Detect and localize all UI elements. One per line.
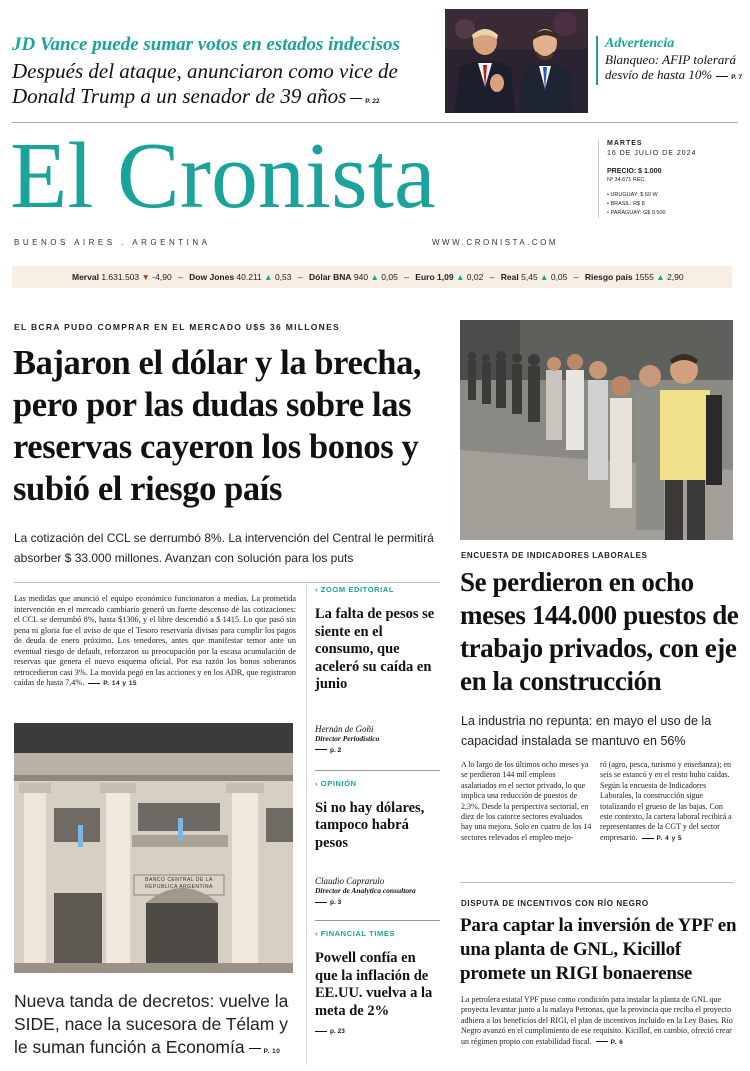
opinion-zoom-editorial[interactable] <box>315 585 440 754</box>
decretos-ref: P. 10 <box>263 1048 281 1055</box>
ypf-kicker: DISPUTA DE INCENTIVOS CON RÍO NEGRO <box>461 899 649 908</box>
ypf-ref: P. 6 <box>610 1038 624 1046</box>
ticker-euro-value: 1,09 <box>437 272 454 282</box>
lead-kicker: EL BCRA PUDO COMPRAR EN EL MERCADO U$S 36 MILLONES <box>14 322 341 332</box>
opinion-divider <box>315 920 440 921</box>
side-teaser-kicker: Advertencia <box>605 36 675 51</box>
opinion-kicker: › ZOOM EDITORIAL <box>315 585 395 594</box>
ticker-separator: – <box>489 272 495 282</box>
ref-line <box>88 683 100 684</box>
trump-vance-photo[interactable] <box>445 9 588 113</box>
intl-price-uruguay: • URUGUAY: $ 60 W <box>607 192 658 198</box>
ticker-separator: – <box>297 272 303 282</box>
top-teaser-kicker[interactable]: JD Vance puede sumar votos en estados indecisos <box>12 34 400 55</box>
edition-date: 16 DE JULIO DE 2024 <box>607 150 697 157</box>
opinion-kicker: › OPINIÓN <box>315 778 357 788</box>
labor-body-col1: A lo largo de los últimos ocho meses ya se perdieron 144 mil empleos asalariados en el sector privado, lo que implica una reducción de puestos de 2,3%. Desde la perspectiva sectorial, en diez de los catorce sectores evaluados hay una mejora. Solo en cuatro de los 14 sectores relevados el empleo mejo- <box>461 760 592 842</box>
lead-subheadline: La cotización del CCL se derrumbó 8%. La intervención del Central le permitirá absorber $ 33.000 millones. Avanzan con solución para los puts <box>14 531 434 565</box>
arrow-down-icon: ▼ <box>141 272 150 282</box>
lead-ref: P. 14 y 15 <box>103 680 138 687</box>
opinion-headline: La falta de pesos se siente en el consumo, que aceleró su caída en junio <box>315 606 435 692</box>
opinion-headline: Si no hay dólares, tampoco habrá pesos <box>315 799 425 851</box>
arrow-up-icon: ▲ <box>455 272 465 282</box>
opinion-column <box>306 585 440 1065</box>
opinion-kicker: › FINANCIAL TIMES <box>315 929 396 938</box>
ypf-body: La petrolera estatal YPF puso como condición para instalar la planta de GNL que proyecta levantar junto a la malaya Petronas, que la provincia que reciba el proyecto adhiera a los beneficios del RIGI, el plan de incentivos incluido en la Ley Bases. Río Negro avanzó en el cumplimiento de ese requisito. Kicillof, en cambio, ofreció crear un régimen propio con estabilidad fiscal. P. 6 <box>461 995 733 1046</box>
arrow-up-icon: ▲ <box>656 272 665 282</box>
masthead-website[interactable]: WWW.CRONISTA.COM <box>432 238 559 247</box>
ticker-real-label: Real <box>500 272 519 282</box>
opinion-headline: Powell confía en que la inflación de EE.UU. vuelva a la meta de 2% <box>315 950 433 1019</box>
lead-body: Las medidas que anunció el equipo económico funcionaron a medias. La prometida intervención en el mercado cambiario generó un fuerte descenso de las cotizaciones: el CCL se derrumbó 8%, hasta $1306, y el libre descendió a $ 1415. Lo que pasó sin pena ni gloria fue el aviso de que el Tesoro reservaría divisas para cumplir los pagos de deuda de enero próximo. Los tenedores, antes que manifestar temor ante un eventual riesgo de default, reforzaron su preocupación por la escasa acumulación de reservas que genera el nuevo esquema oficial. Por esa razón los bonos soberanos retrocedieron casi 3%. La movida pegó en las acciones y en los ADR, que registraron caídas de hasta 7,4%. P. 14 y 15 <box>14 594 296 687</box>
ticker-separator: – <box>573 272 579 282</box>
labor-body-col2: ró (agro, pesca, turismo y enseñanza); en seis se estancó y en el resto hubo caídas. Según la encuesta de Indicadores Laborales, la construcción sigue totalizando el grueso de las bajas. Con este contexto, la cartera laboral recibirá a representantes de la CGT y del sector empresario. P. 4 y 5 <box>600 760 732 842</box>
ypf-headline[interactable]: Para captar la inversión de YPF en una planta de GNL, Kicillof promete un RIGI bonaerense <box>460 915 737 984</box>
central-bank-photo[interactable] <box>14 723 293 973</box>
ticker-real-change: 0,05 <box>550 272 568 282</box>
ticker-riesgo-label: Riesgo país <box>584 272 633 282</box>
ticker-dolar-change: 0,05 <box>381 272 398 282</box>
workers-queue-photo[interactable] <box>460 320 733 540</box>
ticker-dow-label: Dow Jones <box>189 272 235 282</box>
ticker-dolar-value: 940 <box>353 272 369 282</box>
ticker-riesgo-change: 2,90 <box>667 272 684 282</box>
labor-kicker: ENCUESTA DE INDICADORES LABORALES <box>461 551 648 560</box>
arrow-up-icon: ▲ <box>540 272 549 282</box>
ticker-riesgo-value: 1555 <box>634 272 654 282</box>
opinion-divider <box>315 770 440 771</box>
ticker-euro-label: Euro <box>415 272 435 282</box>
masthead-city: BUENOS AIRES . ARGENTINA <box>14 238 211 247</box>
top-teaser-headline[interactable]: Después del ataque, anunciaron como vice de Donald Trump a un senador de 39 años P. 22 <box>12 59 398 108</box>
workers-queue-illustration <box>460 320 733 540</box>
lead-headline[interactable]: Bajaron el dólar y la brecha, pero por las dudas sobre las reservas cayeron los bonos y subió el riesgo país <box>13 344 422 508</box>
opinion-ref: p. 2 <box>315 747 440 754</box>
ticker-euro-change: 0,02 <box>466 272 484 282</box>
ref-line <box>350 98 362 99</box>
intl-prices <box>607 191 738 218</box>
ticker-merval-value: 1.631.503 <box>101 272 140 282</box>
side-teaser[interactable] <box>596 36 744 85</box>
ticker-dow-change: 0,53 <box>274 272 292 282</box>
ref-line <box>642 838 654 839</box>
ticker-real-value: 5,45 <box>521 272 538 282</box>
ticker-merval-label: Merval <box>72 272 99 282</box>
ticker-dow-value: 40.211 <box>236 272 262 282</box>
opinion-ref: p. 3 <box>315 899 440 906</box>
opinion-role: Director de Analytica consultora <box>315 886 416 895</box>
labor-headline[interactable]: Se perdieron en ocho meses 144.000 puestos de trabajo privados, con eje en la construcción <box>460 567 739 696</box>
lead-divider <box>14 582 440 583</box>
intl-price-brasil: • BRASIL: R$ 8 <box>607 201 645 207</box>
market-ticker <box>12 266 732 288</box>
ticker-merval-change: -4,90 <box>152 272 172 282</box>
top-teaser-ref: P. 22 <box>365 98 380 105</box>
right-divider <box>460 882 734 883</box>
ticker-dolar-label: Dólar BNA <box>309 272 352 282</box>
opinion-role: Director Periodístico <box>315 733 380 743</box>
arrow-up-icon: ▲ <box>370 272 379 282</box>
ticker-separator: – <box>404 272 409 282</box>
central-bank-sign: BANCO CENTRAL DE LA REPUBLICA ARGENTINA <box>145 877 213 890</box>
edition-info <box>598 140 738 218</box>
side-teaser-ref: P. 7 <box>731 74 742 81</box>
labor-subheadline: La industria no repunta: en mayo el uso de la capacidad instalada se mantuvo en 56% <box>461 714 712 748</box>
edition-price: PRECIO: $ 1.000 <box>607 168 662 175</box>
side-teaser-text: Blanqueo: AFIP tolerará desvío de hasta 10% P. 7 <box>605 52 742 82</box>
edition-day: MARTES <box>607 140 643 147</box>
labor-ref: P. 4 y 5 <box>656 834 683 842</box>
edition-number: Nº 34.671 REC. <box>607 177 646 183</box>
intl-price-paraguay: • PARAGUAY: G$ 9.500 <box>607 210 666 216</box>
opinion-financial-times[interactable] <box>315 929 440 1035</box>
ref-line <box>249 1048 261 1049</box>
arrow-up-icon: ▲ <box>264 272 273 282</box>
opinion-author: Hernán de Goñi <box>315 723 374 734</box>
masthead-logo[interactable]: El Cronista <box>10 124 436 228</box>
ticker-separator: – <box>178 272 183 282</box>
central-bank-illustration <box>14 723 293 973</box>
decretos-headline[interactable]: Nueva tanda de decretos: vuelve la SIDE, nace la sucesora de Télam y le suman función a Economía P. 10 <box>14 991 289 1057</box>
opinion-item[interactable] <box>315 779 440 907</box>
trump-vance-illustration <box>445 9 588 113</box>
ref-line <box>596 1041 608 1042</box>
opinion-ref: p. 23 <box>315 1028 440 1035</box>
opinion-author: Claudio Caprarulo <box>315 876 385 886</box>
ref-line <box>716 76 728 77</box>
